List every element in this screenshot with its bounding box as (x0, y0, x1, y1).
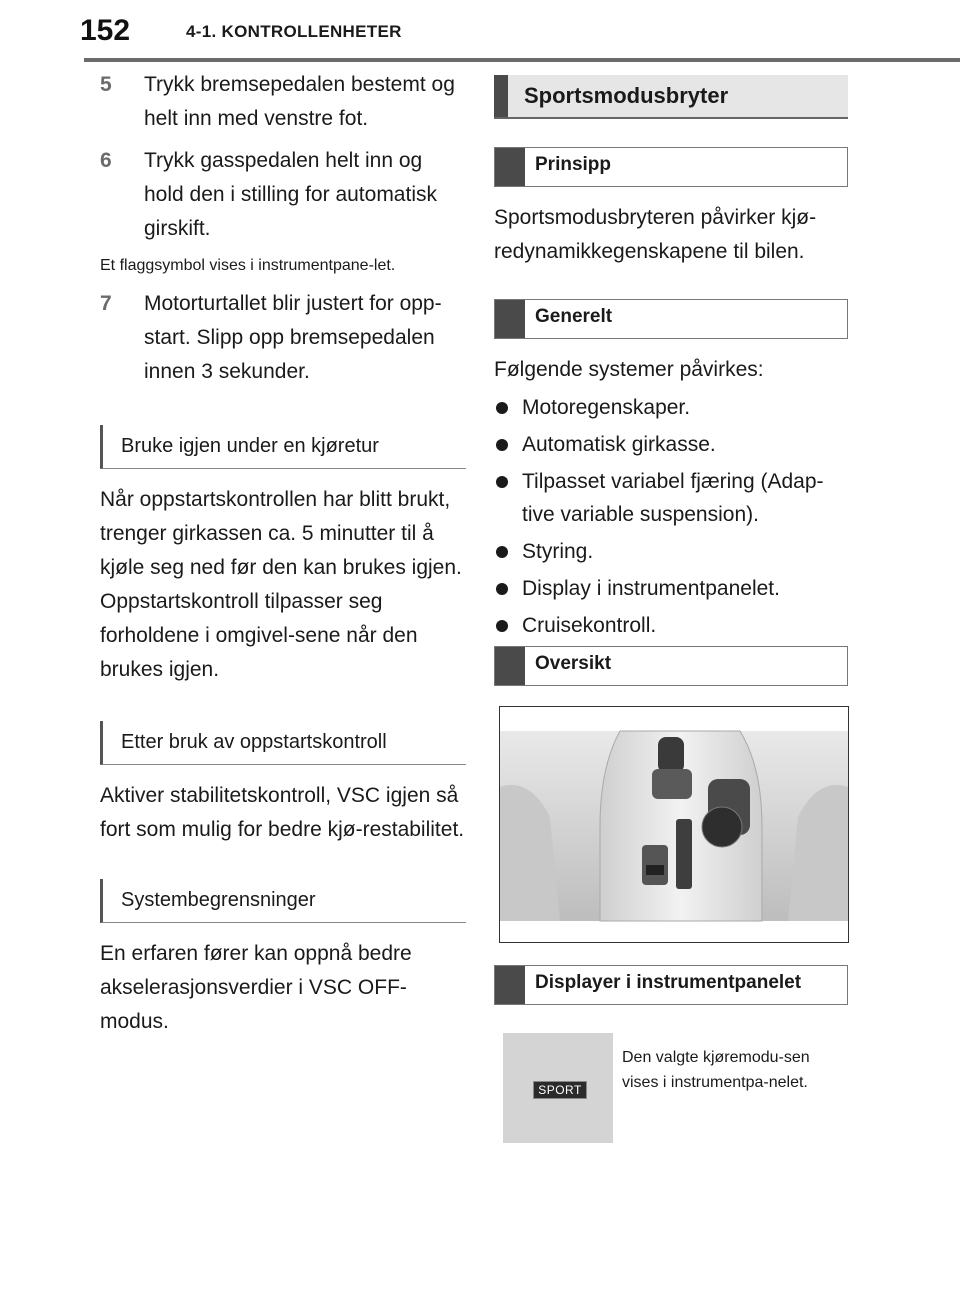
list-item (494, 465, 848, 531)
bullet-icon (496, 546, 508, 558)
step-7 (100, 287, 466, 389)
sport-indicator-icon: SPORT (533, 1081, 587, 1099)
list-item-text: Motoregenskaper. (522, 396, 691, 419)
section-title-sportsmodus (494, 75, 848, 119)
bullet-icon (496, 402, 508, 414)
bullet-icon (496, 620, 508, 632)
list-item (494, 535, 848, 568)
chapter-title: 4-1. KONTROLLENHETER (186, 22, 402, 41)
section-title-text: Generelt (535, 306, 613, 327)
list-item (494, 572, 848, 605)
step-6 (100, 144, 466, 246)
section-title-text: Displayer i instrumentpanelet (535, 972, 802, 993)
page-number: 152 (80, 14, 131, 47)
list-item (494, 609, 848, 642)
section-title-text: Oversikt (535, 653, 612, 674)
prinsipp-paragraph: Sportsmodusbryteren påvirker kjø-redynamikkegenskapene til bilen. (494, 206, 817, 263)
section-prinsipp (494, 147, 848, 187)
list-item-text: Display i instrumentpanelet. (522, 577, 780, 600)
section-oversikt (494, 646, 848, 686)
step-number: 5 (100, 73, 112, 96)
bullet-icon (496, 476, 508, 488)
sport-display-image (503, 1033, 613, 1143)
display-description: Den valgte kjøremodu-sen vises i instrumentpa-nelet. (622, 1049, 810, 1091)
step-number: 7 (100, 292, 112, 315)
step-text: Trykk bremsepedalen bestemt og helt inn med venstre fot. (144, 73, 455, 130)
section-displayer (494, 965, 848, 1005)
list-item (494, 391, 848, 424)
list-item-text: Styring. (522, 540, 594, 563)
section-accent-bar (495, 148, 525, 186)
section-title-text: Prinsipp (535, 154, 612, 175)
section-accent-bar (495, 966, 525, 1004)
list-item (494, 428, 848, 461)
generelt-intro: Følgende systemer påvirkes: (494, 358, 764, 381)
paragraph-limits: En erfaren fører kan oppnå bedre akselerasjonsverdier i VSC OFF-modus. (100, 942, 412, 1033)
list-item-text: Tilpasset variabel fjæring (Adap-tive variable suspension). (522, 470, 824, 526)
note-text: Et flaggsymbol vises i instrumentpane-let. (100, 257, 396, 274)
step-text: Motorturtallet blir justert for opp-start. Slipp opp bremsepedalen innen 3 sekunder. (144, 292, 442, 383)
subheading-reuse: Bruke igjen under en kjøretur (100, 425, 466, 469)
header-rule (84, 58, 960, 62)
section-accent-bar (495, 300, 525, 338)
list-item-text: Automatisk girkasse. (522, 433, 716, 456)
section-generelt (494, 299, 848, 339)
left-column (100, 68, 466, 1039)
subheading-after-use: Etter bruk av oppstartskontroll (100, 721, 466, 765)
paragraph-reuse: Når oppstartskontrollen har blitt brukt, trenger girkassen ca. 5 minutter til å kjøle seg ned før den kan brukes igjen. Oppstartskontroll tilpasser seg forholdene i omgivel-sene når den brukes igjen. (100, 488, 462, 681)
right-column (494, 75, 848, 646)
section-title-text: Sportsmodusbryter (524, 83, 729, 108)
paragraph-after-use: Aktiver stabilitetskontroll, VSC igjen så fort som mulig for bedre kjø-restabilitet. (100, 784, 465, 841)
subheading-limits: Systembegrensninger (100, 879, 466, 923)
section-accent-bar (494, 75, 508, 117)
step-text: Trykk gasspedalen helt inn og hold den i stilling for automatisk girskift. (144, 149, 437, 240)
bullet-icon (496, 583, 508, 595)
step-5 (100, 68, 466, 136)
bullet-icon (496, 439, 508, 451)
section-accent-bar (495, 647, 525, 685)
list-item-text: Cruisekontroll. (522, 614, 657, 637)
step-number: 6 (100, 149, 112, 172)
center-console-illustration (499, 706, 849, 943)
